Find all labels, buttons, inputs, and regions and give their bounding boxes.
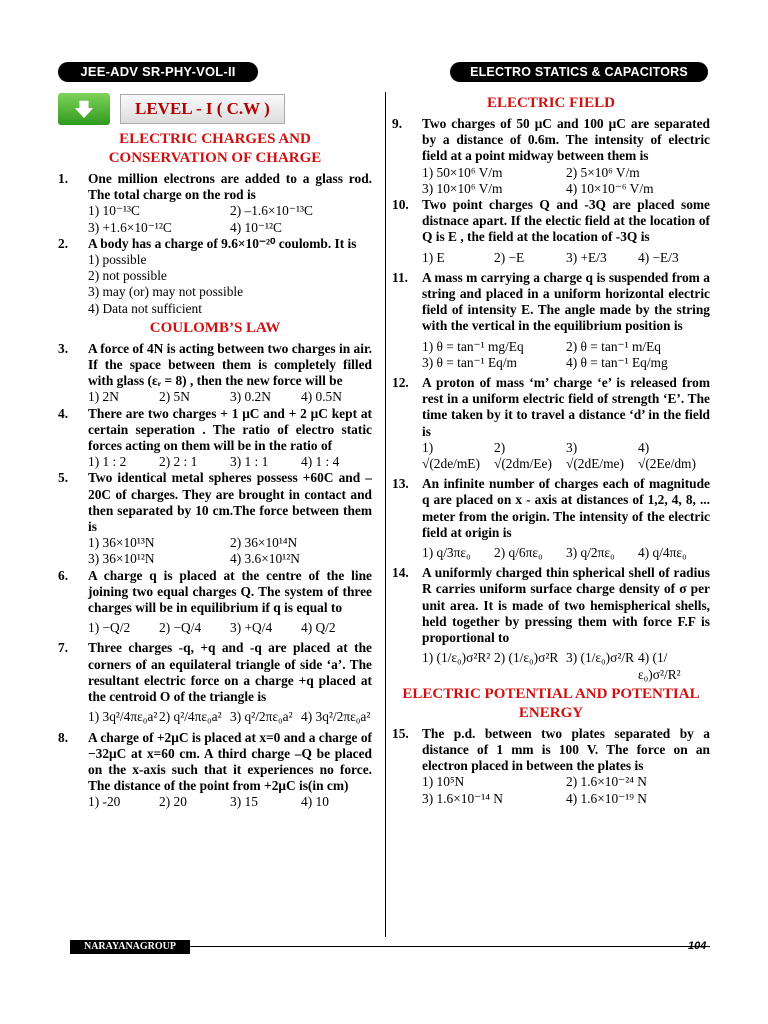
options-14 <box>392 650 710 682</box>
level-banner <box>58 92 372 126</box>
question-number: 13. <box>392 476 409 492</box>
question-10 <box>392 197 710 246</box>
option: 1) −Q/2 <box>88 620 131 636</box>
option: 4) 1 : 4 <box>301 454 340 470</box>
option: 3) 36×10¹²N <box>88 551 155 567</box>
option: 2) 2 : 1 <box>159 454 198 470</box>
option: 4) √(2Ee/dm) <box>638 439 696 472</box>
section-field: ELECTRIC FIELD <box>487 95 615 111</box>
column-divider <box>385 92 386 937</box>
option: 3) +Q/4 <box>230 620 273 636</box>
options-13 <box>392 545 710 561</box>
question-number: 14. <box>392 565 409 581</box>
option: 2) 36×10¹⁴N <box>230 535 298 551</box>
option: 1) θ = tan⁻¹ mg/Eq <box>422 338 524 354</box>
option: 1) 10⁵N <box>422 774 465 790</box>
option: 1) E <box>422 249 445 265</box>
question-text: A uniformly charged thin spherical shell of radius R carries uniform surface charge density of σ per unit area. It is made of two hemispherical shells, held together by pressing them with force F.F is proportional to <box>422 565 710 646</box>
question-5 <box>58 470 372 535</box>
option: 4) −E/3 <box>638 249 679 265</box>
level-label: LEVEL - I ( C.W ) <box>120 94 285 124</box>
option: 2) q/6πε₀ <box>494 545 543 561</box>
option: 1) 50×10⁶ V/m <box>422 164 503 180</box>
question-14 <box>392 565 710 646</box>
right-column <box>392 92 710 807</box>
option: 1) -20 <box>88 794 121 810</box>
question-3 <box>58 341 372 390</box>
option: 4) 10⁻¹²C <box>230 219 282 235</box>
option: 2) 5N <box>159 389 190 405</box>
option: 4) 1.6×10⁻¹⁹ N <box>566 790 647 806</box>
question-number: 6. <box>58 567 69 583</box>
options-2 <box>58 252 372 317</box>
question-7 <box>58 640 372 705</box>
option: 2) 1.6×10⁻²⁴ N <box>566 774 647 790</box>
question-text: A force of 4N is acting between two charges in air. If the space between them is completely filled with glass (εᵣ = 8) , then the new force will be <box>88 340 372 389</box>
options-7 <box>58 709 372 725</box>
question-text: Two charges of 50 μC and 100 μC are separated by a distance of 0.6m. The intensity of electric field at a point midway between them is <box>422 116 710 164</box>
options-9 <box>392 165 710 197</box>
option: 4) 10×10⁻⁶ V/m <box>566 180 654 196</box>
options-10 <box>392 250 710 266</box>
option: 3) q²/2πε₀a² <box>230 709 293 725</box>
question-number: 4. <box>58 405 69 421</box>
option: 4) Q/2 <box>301 620 336 636</box>
options-15 <box>392 774 710 806</box>
options-8 <box>58 794 372 810</box>
option: 2) −E <box>494 249 525 265</box>
option: 2) (1/ε₀)σ²R <box>494 650 559 666</box>
option: 3) may (or) may not possible <box>88 284 244 300</box>
option: 2) √(2dm/Ee) <box>494 439 552 472</box>
question-number: 10. <box>392 197 409 213</box>
option: 2) –1.6×10⁻¹³C <box>230 203 313 219</box>
question-13 <box>392 476 710 541</box>
question-number: 11. <box>392 269 408 285</box>
left-column <box>58 92 372 811</box>
option: 4) (1/ε₀)σ²/R² <box>638 650 681 682</box>
option: 3) 10×10⁶ V/m <box>422 180 503 196</box>
options-12 <box>392 440 710 472</box>
option: 3) 1.6×10⁻¹⁴ N <box>422 790 503 806</box>
question-text: There are two charges + 1 μC and + 2 μC kept at certain seperation . The ratio of electro static forces acting on them will be in the ratio of <box>88 405 372 454</box>
question-9 <box>392 116 710 165</box>
question-4 <box>58 406 372 455</box>
section-potential: ELECTRIC POTENTIAL AND POTENTIAL ENERGY <box>402 685 700 721</box>
down-arrow-icon <box>58 93 110 125</box>
question-number: 2. <box>58 235 69 251</box>
options-11 <box>392 339 710 371</box>
option: 2) not possible <box>88 268 167 284</box>
question-15 <box>392 726 710 775</box>
option: 4) 3q²/2πε₀a² <box>301 709 371 725</box>
question-1 <box>58 171 372 203</box>
footer-rule <box>190 946 710 947</box>
question-text: A mass m carrying a charge q is suspended from a string and placed in a uniform horizontal electric field of intensity E. The angle made by the string with the vertical in the equilibrium position is <box>422 269 710 334</box>
option: 3) √(2dE/me) <box>566 439 624 472</box>
option: 1) √(2de/mE) <box>422 439 480 472</box>
option: 1) 3q²/4πε₀a² <box>88 709 158 725</box>
question-text: A charge of +2μC is placed at x=0 and a charge of −32μC at x=60 cm. A third charge –Q be placed on the x-axis such that it experiences no force. The distance of the point from +2μC is(in cm) <box>88 729 372 794</box>
option: 2) q²/4πε₀a² <box>159 709 222 725</box>
option: 2) −Q/4 <box>159 620 202 636</box>
option: 2) θ = tan⁻¹ m/Eq <box>566 338 661 354</box>
option: 3) 1 : 1 <box>230 454 269 470</box>
section-charges: ELECTRIC CHARGES AND CONSERVATION OF CHARGE <box>108 131 322 166</box>
question-text: One million electrons are added to a glass rod. The total charge on the rod is <box>88 171 372 203</box>
question-6 <box>58 568 372 617</box>
option: 2) 5×10⁶ V/m <box>566 164 640 180</box>
options-4 <box>58 454 372 470</box>
question-text: The p.d. between two plates separated by a distance of 1 mm is 100 V. The force on an electron placed in between the plates is <box>422 725 710 774</box>
question-text: Two point charges Q and -3Q are placed some distnace apart. If the electic field at the location of Q is E , the field at the location of -3Q is <box>422 197 710 245</box>
option: 4) θ = tan⁻¹ Eq/mg <box>566 354 668 370</box>
question-number: 9. <box>392 116 403 131</box>
question-number: 5. <box>58 470 69 486</box>
question-number: 7. <box>58 640 69 656</box>
option: 1) 10⁻¹³C <box>88 203 140 219</box>
option: 1) possible <box>88 252 147 268</box>
question-text: Three charges -q, +q and -q are placed at the corners of an equilateral triangle of side ‘a’. The resultant electric force on a charge +q placed at the centroid O of the triangle is <box>88 640 372 705</box>
options-5 <box>58 535 372 567</box>
option: 4) Data not sufficient <box>88 300 202 316</box>
option: 3) (1/ε₀)σ²/R <box>566 650 635 666</box>
question-2 <box>58 236 372 252</box>
header-right-title: ELECTRO STATICS & CAPACITORS <box>450 62 708 82</box>
options-3 <box>58 389 372 405</box>
option: 4) 0.5N <box>301 389 342 405</box>
option: 4) q/4πε₀ <box>638 545 687 561</box>
option: 2) 20 <box>159 794 187 810</box>
question-number: 1. <box>58 171 69 186</box>
option: 1) 36×10¹³N <box>88 535 155 551</box>
option: 4) 3.6×10¹²N <box>230 551 300 567</box>
question-number: 3. <box>58 340 69 356</box>
option: 4) 10 <box>301 794 329 810</box>
option: 1) q/3πε₀ <box>422 545 471 561</box>
question-text: A charge q is placed at the centre of the line joining two equal charges Q. The system of three charges will be in equilibrium if q is equal to <box>88 567 372 616</box>
options-1 <box>58 203 372 235</box>
question-11 <box>392 270 710 335</box>
question-12 <box>392 375 710 440</box>
option: 3) +E/3 <box>566 249 607 265</box>
option: 3) +1.6×10⁻¹²C <box>88 219 172 235</box>
option: 3) 15 <box>230 794 258 810</box>
page-number: 104 <box>688 940 707 952</box>
option: 3) θ = tan⁻¹ Eq/m <box>422 354 517 370</box>
option: 1) 1 : 2 <box>88 454 127 470</box>
footer-brand: NARAYANAGROUP <box>70 940 190 954</box>
option: 1) 2N <box>88 389 119 405</box>
option: 3) q/2πε₀ <box>566 545 615 561</box>
option: 1) (1/ε₀)σ²R² <box>422 650 491 666</box>
question-text: Two identical metal spheres possess +60C and –20C of charges. They are brought in contact and then separated by 10 cm.The force between them is <box>88 470 372 535</box>
header-left-title: JEE-ADV SR-PHY-VOL-II <box>58 62 258 82</box>
question-text: A body has a charge of 9.6×10⁻²⁰ coulomb. It is <box>88 235 357 251</box>
question-text: A proton of mass ‘m’ charge ‘e’ is released from rest in a uniform electric field of strength ‘E’. The time taken by it to travel a distance ‘d’ in the field is <box>422 375 710 439</box>
section-coulomb: COULOMB’S LAW <box>149 319 281 336</box>
question-number: 15. <box>392 725 409 741</box>
option: 3) 0.2N <box>230 389 271 405</box>
question-number: 12. <box>392 375 409 391</box>
question-8 <box>58 730 372 795</box>
options-6 <box>58 620 372 636</box>
question-number: 8. <box>58 729 69 745</box>
question-text: An infinite number of charges each of magnitude q are placed on x - axis at distances of 1,2, 4, 8, ... meter from the origin. The intensity of the electric field at origin is <box>422 476 710 540</box>
